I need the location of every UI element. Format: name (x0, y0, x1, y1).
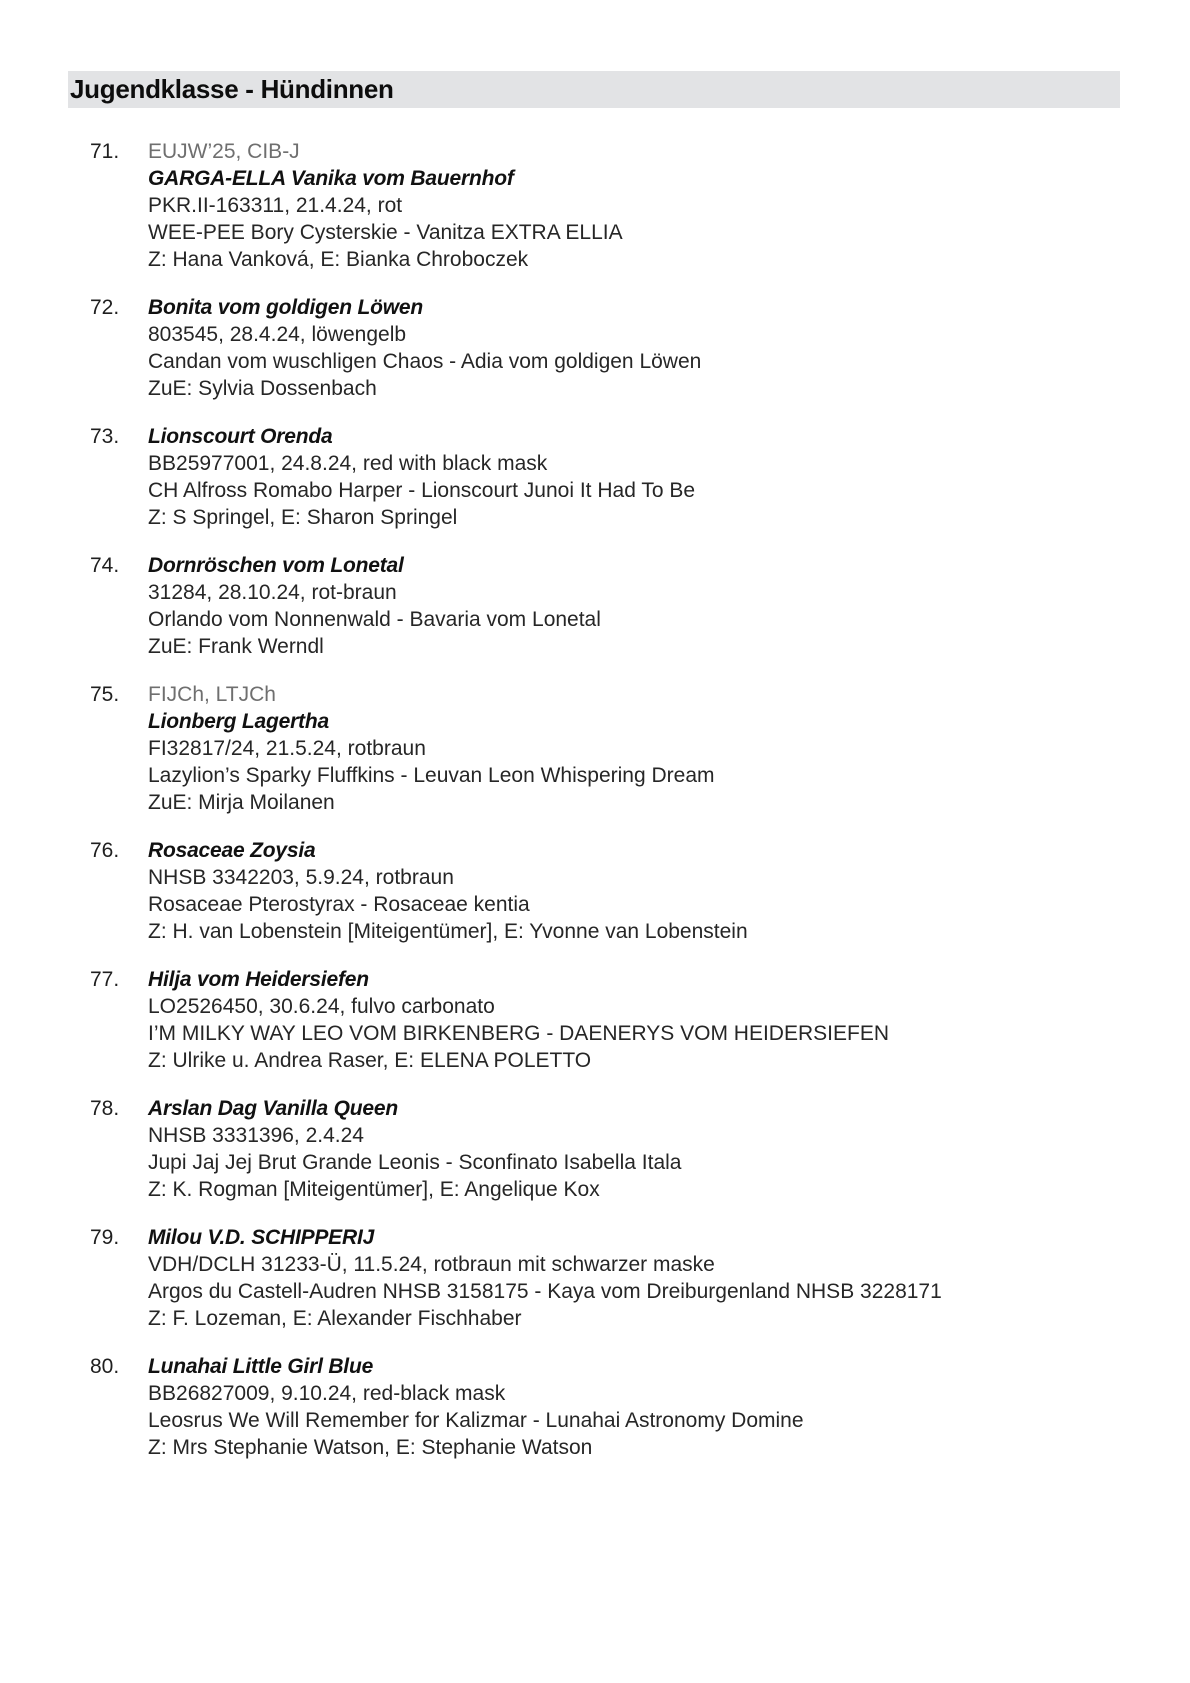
entry-number: 71. (90, 140, 120, 163)
catalog-entry (90, 294, 1110, 402)
entry-number: 73. (90, 425, 120, 448)
entry-champion-titles: FIJCh, LTJCh (148, 683, 276, 706)
entry-body (148, 294, 1110, 402)
catalog-entry (90, 681, 1110, 816)
catalog-entry (90, 1095, 1110, 1203)
entry-number: 74. (90, 554, 120, 577)
catalog-entry (90, 837, 1110, 945)
breeder-owner-line: Z: H. van Lobenstein [Miteigentümer], E: Yvonne van Lobenstein (148, 920, 748, 943)
breeder-owner-line: ZuE: Sylvia Dossenbach (148, 377, 377, 400)
breeder-owner-line: Z: F. Lozeman, E: Alexander Fischhaber (148, 1307, 522, 1330)
parents-line: I’M MILKY WAY LEO VOM BIRKENBERG - DAENERYS VOM HEIDERSIEFEN (148, 1022, 889, 1045)
dog-name: Lionberg Lagertha (148, 710, 329, 733)
breeder-owner-line: Z: Ulrike u. Andrea Raser, E: ELENA POLETTO (148, 1049, 592, 1072)
registration-line: VDH/DCLH 31233-Ü, 11.5.24, rotbraun mit schwarzer maske (148, 1253, 715, 1276)
dog-name: Bonita vom goldigen Löwen (148, 296, 423, 319)
entry-body (148, 966, 1110, 1074)
parents-line: Orlando vom Nonnenwald - Bavaria vom Lonetal (148, 608, 601, 631)
catalog-entry (90, 423, 1110, 531)
breeder-owner-line: Z: S Springel, E: Sharon Springel (148, 506, 458, 529)
parents-line: WEE-PEE Bory Cysterskie - Vanitza EXTRA ELLIA (148, 221, 623, 244)
parents-line: CH Alfross Romabo Harper - Lionscourt Junoi It Had To Be (148, 479, 696, 502)
entry-body (148, 681, 1110, 816)
registration-line: NHSB 3342203, 5.9.24, rotbraun (148, 866, 454, 889)
entry-champion-titles: EUJW’25, CIB-J (148, 140, 300, 163)
entry-number: 80. (90, 1355, 120, 1378)
catalog-entry (90, 1353, 1110, 1461)
catalog-entry (90, 966, 1110, 1074)
registration-line: LO2526450, 30.6.24, fulvo carbonato (148, 995, 495, 1018)
entry-body (148, 138, 1110, 273)
dog-name: Lunahai Little Girl Blue (148, 1355, 374, 1378)
breeder-owner-line: Z: Mrs Stephanie Watson, E: Stephanie Watson (148, 1436, 593, 1459)
registration-line: BB25977001, 24.8.24, red with black mask (148, 452, 548, 475)
registration-line: 803545, 28.4.24, löwengelb (148, 323, 407, 346)
entry-body (148, 1224, 1110, 1332)
catalog-entry (90, 552, 1110, 660)
registration-line: BB26827009, 9.10.24, red-black mask (148, 1382, 506, 1405)
dog-name: Milou V.D. SCHIPPERIJ (148, 1226, 375, 1249)
dog-name: GARGA-ELLA Vanika vom Bauernhof (148, 167, 514, 190)
entry-number: 72. (90, 296, 120, 319)
parents-line: Jupi Jaj Jej Brut Grande Leonis - Sconfinato Isabella Itala (148, 1151, 682, 1174)
entry-number: 78. (90, 1097, 120, 1120)
parents-line: Rosaceae Pterostyrax - Rosaceae kentia (148, 893, 530, 916)
dog-name: Lionscourt Orenda (148, 425, 333, 448)
parents-line: Lazylion’s Sparky Fluffkins - Leuvan Leon Whispering Dream (148, 764, 715, 787)
entry-list (90, 138, 1110, 1482)
registration-line: FI32817/24, 21.5.24, rotbraun (148, 737, 426, 760)
catalog-entry (90, 138, 1110, 273)
catalog-entry (90, 1224, 1110, 1332)
dog-name: Arslan Dag Vanilla Queen (148, 1097, 398, 1120)
entry-number: 75. (90, 683, 120, 706)
section-header (68, 71, 1120, 108)
section-title: Jugendklasse - Hündinnen (70, 74, 394, 104)
dog-name: Dornröschen vom Lonetal (148, 554, 404, 577)
entry-number: 79. (90, 1226, 120, 1249)
dog-name: Hilja vom Heidersiefen (148, 968, 369, 991)
entry-body (148, 423, 1110, 531)
parents-line: Leosrus We Will Remember for Kalizmar - Lunahai Astronomy Domine (148, 1409, 804, 1432)
entry-body (148, 837, 1110, 945)
entry-number: 76. (90, 839, 120, 862)
breeder-owner-line: ZuE: Frank Werndl (148, 635, 324, 658)
parents-line: Candan vom wuschligen Chaos - Adia vom goldigen Löwen (148, 350, 702, 373)
entry-body (148, 1353, 1110, 1461)
registration-line: NHSB 3331396, 2.4.24 (148, 1124, 364, 1147)
registration-line: PKR.II-163311, 21.4.24, rot (148, 194, 403, 217)
entry-number: 77. (90, 968, 120, 991)
parents-line: Argos du Castell-Audren NHSB 3158175 - Kaya vom Dreiburgenland NHSB 3228171 (148, 1280, 942, 1303)
registration-line: 31284, 28.10.24, rot-braun (148, 581, 397, 604)
breeder-owner-line: Z: Hana Vanková, E: Bianka Chroboczek (148, 248, 529, 271)
breeder-owner-line: ZuE: Mirja Moilanen (148, 791, 335, 814)
entry-body (148, 1095, 1110, 1203)
entry-body (148, 552, 1110, 660)
dog-name: Rosaceae Zoysia (148, 839, 316, 862)
breeder-owner-line: Z: K. Rogman [Miteigentümer], E: Angelique Kox (148, 1178, 600, 1201)
